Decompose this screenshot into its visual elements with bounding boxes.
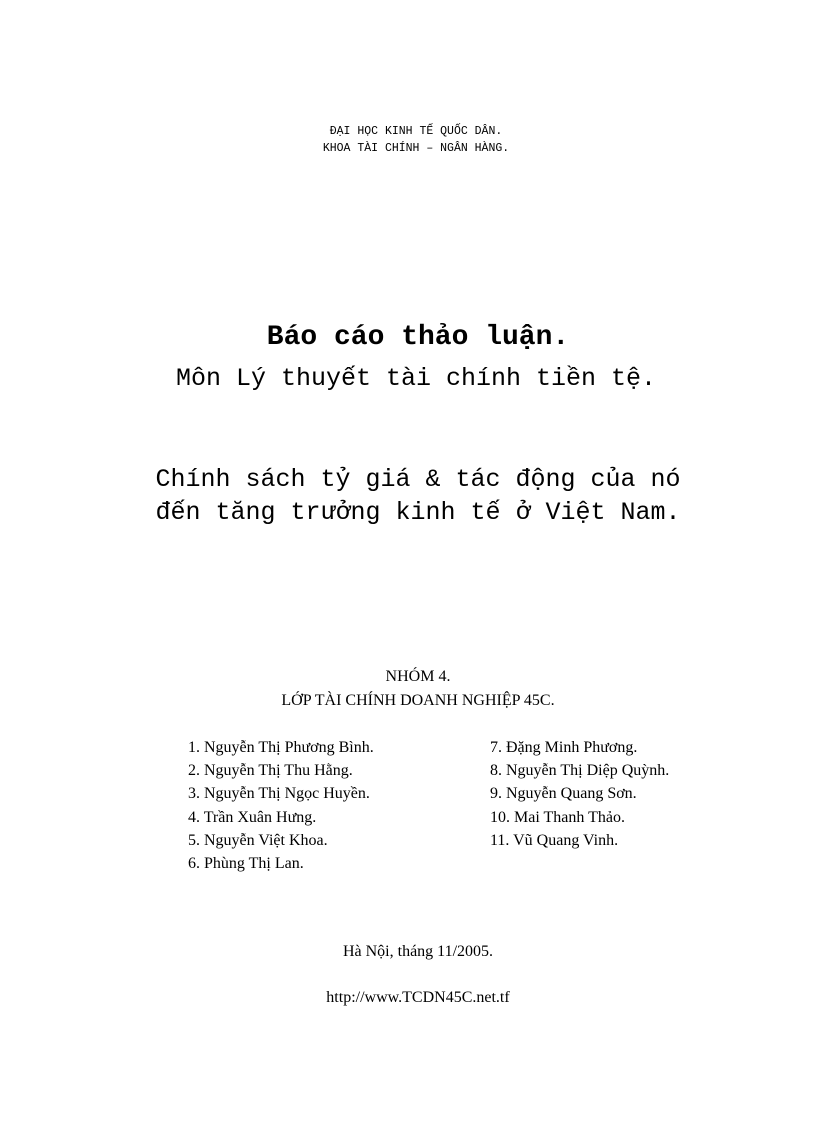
report-title: Báo cáo thảo luận. <box>266 322 570 353</box>
website-link[interactable]: http://www.TCDN45C.net.tf <box>326 989 510 1006</box>
member-item: 10. Mai Thanh Thảo. <box>490 808 625 826</box>
subject-title: Môn Lý thuyết tài chính tiền tệ. <box>175 364 657 393</box>
group-name: NHÓM 4. <box>385 668 451 685</box>
class-name: LỚP TÀI CHÍNH DOANH NGHIỆP 45C. <box>281 692 555 709</box>
member-item: 8. Nguyễn Thị Diệp Quỳnh. <box>490 762 670 780</box>
member-item: 9. Nguyễn Quang Sơn. <box>490 785 637 803</box>
faculty-name: KHOA TÀI CHÍNH – NGÂN HÀNG. <box>322 142 510 155</box>
member-item: 6. Phùng Thị Lan. <box>188 855 304 873</box>
member-item: 5. Nguyễn Việt Khoa. <box>188 831 328 849</box>
topic-line-1: Chính sách tỷ giá & tác động của nó <box>155 465 681 494</box>
place-date: Hà Nội, tháng 11/2005. <box>342 943 494 960</box>
university-name: ĐẠI HỌC KINH TẾ QUỐC DÂN. <box>329 125 503 138</box>
member-list-right <box>490 736 669 852</box>
member-item: 11. Vũ Quang Vinh. <box>490 831 619 849</box>
topic-line-2: đến tăng trưởng kinh tế ở Việt Nam. <box>155 498 681 527</box>
member-item: 1. Nguyễn Thị Phương Bình. <box>188 739 374 756</box>
member-item: 7. Đặng Minh Phương. <box>490 739 638 756</box>
member-item: 3. Nguyễn Thị Ngọc Huyền. <box>188 785 370 803</box>
member-item: 4. Trần Xuân Hưng. <box>188 808 317 826</box>
member-item: 2. Nguyễn Thị Thu Hằng. <box>188 762 353 780</box>
member-list-left <box>188 736 374 875</box>
